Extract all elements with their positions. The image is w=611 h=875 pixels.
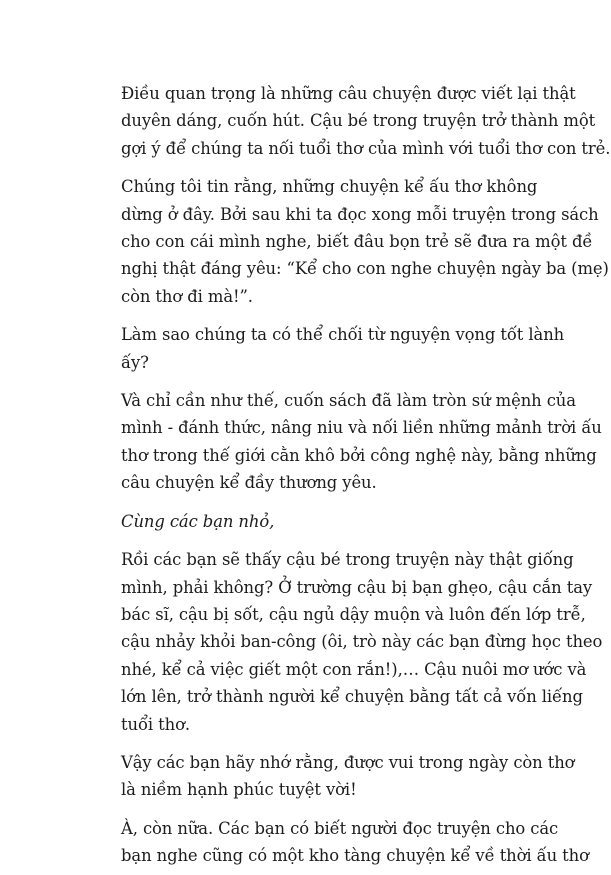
text-line: Điều quan trọng là những câu chuyện được viết lại thật <box>121 84 576 103</box>
text-line: gợi ý để chúng ta nối tuổi thơ của mình với tuổi thơ con trẻ. <box>121 138 611 158</box>
text-line: ấy? <box>121 352 149 372</box>
text-line: Làm sao chúng ta có thể chối từ nguyện vọng tốt lành <box>121 325 565 345</box>
paragraph <box>89 815 589 870</box>
text-line: câu chuyện kể đầy thương yêu. <box>121 473 377 493</box>
text-line: còn thơ đi mà!”. <box>121 286 253 306</box>
page-body-text <box>89 80 611 870</box>
paragraph <box>89 321 565 376</box>
text-line: mình - đánh thức, nâng niu và nối liền những mảnh trời ấu <box>121 418 602 438</box>
paragraph <box>89 387 602 497</box>
text-line: bạn nghe cũng có một kho tàng chuyện kể về thời ấu thơ <box>121 846 589 866</box>
text-line: lớn lên, trở thành người kể chuyện bằng tất cả vốn liếng <box>121 687 583 707</box>
text-line: nhé, kể cả việc giết một con rắn!),… Cậu nuôi mơ ước và <box>121 659 587 679</box>
text-line: Chúng tôi tin rằng, những chuyện kể ấu thơ không <box>121 177 538 197</box>
text-line: À, còn nữa. Các bạn có biết người đọc truyện cho các <box>121 818 559 838</box>
text-line: Rồi các bạn sẽ thấy cậu bé trong truyện này thật giống <box>121 550 574 570</box>
paragraph <box>89 508 522 535</box>
text-line: mình, phải không? Ở trường cậu bị bạn ghẹo, cậu cắn tay <box>121 577 593 597</box>
text-line: cậu nhảy khỏi ban-công (ôi, trò này các bạn đừng học theo <box>121 632 603 652</box>
text-line: dừng ở đây. Bởi sau khi ta đọc xong mỗi truyện trong sách <box>121 204 599 224</box>
text-line: thơ trong thế giới cằn khô bởi công nghệ này, bằng những <box>121 445 597 465</box>
text-line: tuổi thơ. <box>121 714 190 734</box>
text-line: bác sĩ, cậu bị sốt, cậu ngủ dậy muộn và luôn đến lớp trễ, <box>121 604 586 624</box>
text-line: duyên dáng, cuốn hút. Cậu bé trong truyện trở thành một <box>121 111 596 131</box>
text-line: là niềm hạnh phúc tuyệt vời! <box>121 780 357 800</box>
paragraph <box>89 173 609 310</box>
paragraph <box>89 546 603 738</box>
text-line: Cùng các bạn nhỏ, <box>121 511 275 531</box>
text-line: cho con cái mình nghe, biết đâu bọn trẻ sẽ đưa ra một đề <box>121 232 593 252</box>
paragraph <box>89 80 611 162</box>
paragraph <box>89 749 575 804</box>
text-line: nghị thật đáng yêu: “Kể cho con nghe chuyện ngày ba (mẹ) <box>121 259 609 279</box>
text-line: Và chỉ cần như thế, cuốn sách đã làm tròn sứ mệnh của <box>121 391 576 411</box>
text-line: Vậy các bạn hãy nhớ rằng, được vui trong ngày còn thơ <box>121 752 575 772</box>
